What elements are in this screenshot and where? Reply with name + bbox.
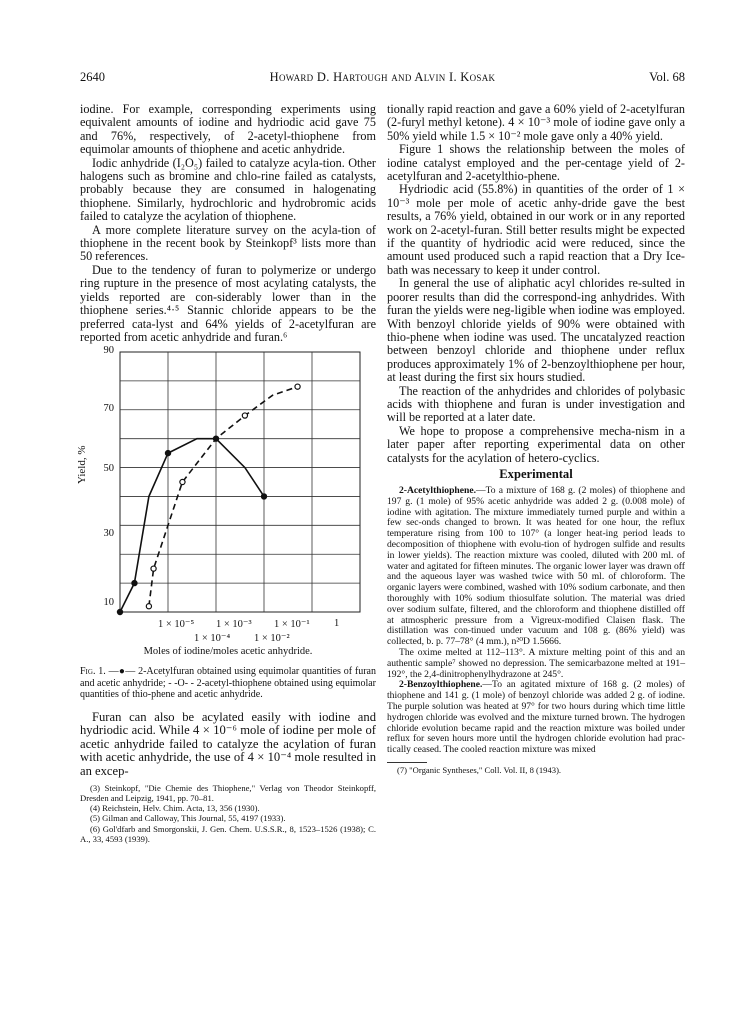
paragraph: Due to the tendency of furan to polymerize or undergo ring rupture in the presence of most acylating catalysts, the yields reported are con-siderably lower than in the thiophene series.⁴·⁵ Stannic chloride appears to be the preferred cata-lyst and 64% yields of 2-acetylfuran are reported from acetic anhydride and furan.⁶ [80, 262, 376, 344]
y-tick-label: 30 [103, 528, 114, 540]
paragraph: Iodic anhydride (I₂O₅) failed to catalyze acyla-tion. Other halogens such as bromine and chlo-rine failed as catalysts, probably because they are consumed in halogenating thiophene. Similarly, hydrochloric and hydrobromic acids failed to catalyze the acylation of thiophene. [80, 155, 376, 224]
yield-chart [80, 344, 376, 644]
data-point [132, 581, 137, 586]
compound-title: 2-Benzoylthiophene. [399, 679, 483, 691]
experimental-paragraph [387, 680, 685, 756]
footnote: (3) Steinkopf, "Die Chemie des Thiophene," Verlag von Theodor Steinkopff, Dresden and Leipzig, 1941, pp. 70–81. [80, 782, 376, 803]
paragraph: The reaction of the anhydrides and chlorides of polybasic acids with thiophene and furan is under investigation and will be reported at a later date. [387, 383, 685, 425]
paragraph: In general the use of aliphatic acyl chlorides re-sulted in poorer results than did the correspond-ing anhydrides. With furan the yields were neg-ligible when iodine was employed. With benzoyl chloride yields of 90% were obtained with thio-phene when iodine was used. The uncatalyzed reaction between benzoyl chloride and thiophene under reflux produces approximately 1% of 2-benzoylthiophene per hour, at least during the first six hours studied. [387, 276, 685, 385]
experimental-paragraph: The oxime melted at 112–113°. A mixture melting point of this and an authentic sample⁷ showed no depression. The semicarbazone melted at 191–192°, the 2,4-dinitrophenylhydrazone at 245°. [387, 646, 685, 680]
paragraph: Hydriodic acid (55.8%) in quantities of the order of 1 × 10⁻³ mole per mole of acetic anhy-dride gave the best results, a 76% yield, obtained in our work or in any reported work on 2-acetyl-furan. Still better results might be expected if the quantity of hydriodic acid were reduced, since the amount used produced such a rapid reaction that a Dry Ice-bath was necessary to keep it under control. [387, 182, 685, 277]
x-tick-label: 1 × 10⁻³ [216, 619, 252, 631]
procedure-text: —To a mixture of 168 g. (2 moles) of thiophene and 197 g. (1 mole) of 95% acetic anhydride was added 2 g. (0.008 mole) of iodine with agitation. The mixture immediately turned purple and within a few sec-onds changed to brown. It was heated for one hour, the reflux temperature rising from 100 to 107° (a longer heat-ing period leads to decomposition of thiophene with evolu-tion of hydrogen sulfide and results in lower yields). The reaction mixture was cooled, diluted with 200 ml. of water and agitated for fifteen minutes. The organic lower layer was drawn off and the aqueous layer was washed twice with 50 ml. of chloroform. The organic layers were combined, washed with 10% sodium carbonate, and then thoroughly with 10% sodium thiosulfate solution. The material was dried over sodium sulfate, filtered, and the chloroform and thiophene distilled off at atmospheric pressure from a Vigreux-modified Claisen flask. The distillation was con-tinued under vacuum and 108 g. (86% yield) was collected, b. p. 77–78° (4 mm.), n²⁰D 1.5666. [387, 484, 685, 648]
x-tick-label: 1 × 10⁻⁴ [194, 633, 231, 645]
x-tick-label: 1 [334, 618, 340, 630]
x-axis-label: Moles of iodine/moles acetic anhydride. [143, 646, 313, 658]
data-point [261, 494, 266, 499]
paragraph: A more complete literature survey on the acyla-tion of thiophene in the recent book by Steinkopf³ lists more than 50 references. [80, 222, 376, 264]
page-number: 2640 [80, 70, 105, 84]
y-tick-label: 50 [103, 463, 114, 475]
volume-number: Vol. 68 [649, 70, 685, 84]
paragraph: tionally rapid reaction and gave a 60% yield of 2-acetylfuran (2-furyl methyl ketone). 4 × 10⁻³ mole of iodine gave only a 50% yield while 1.5 × 10⁻² mole gave only a 40% yield. [387, 102, 685, 143]
compound-title: 2-Acetylthiophene. [399, 484, 477, 496]
footnote-rule [387, 762, 427, 763]
figure-caption [80, 666, 376, 700]
data-point [165, 451, 170, 456]
paragraph: Furan can also be acylated easily with iodine and hydriodic acid. While 4 × 10⁻⁶ mole of iodine per mole of acetic anhydride failed to catalyze the acylation of furan with acetic anhydride, the use of 4 × 10⁻⁴ mole resulted in an excep- [80, 709, 376, 778]
footnote: (5) Gilman and Calloway, This Journal, 55, 4197 (1933). [90, 813, 286, 824]
footnotes [80, 783, 376, 845]
data-point [117, 610, 122, 615]
data-point [146, 604, 151, 609]
paragraph: Figure 1 shows the relationship between the moles of iodine catalyst employed and the per-centage yield of 2-acetylfuran and 2-acetylthio-phene. [387, 142, 685, 184]
procedure-text: —To an agitated mixture of 168 g. (2 moles) of thiophene and 141 g. (1 mole) of benzoyl chloride was added 2 g. of iodine. The purple solution was heated at 97° for two hours during which time little hydrogen chloride was evolved and the mixture turned brown. The hydrogen chloride evolution became rapid and the reaction mixture was boiled under reflux for seven hours more until the hydrogen chloride evolution had prac-tically ceased. The cooled reaction mixture was mixed [387, 679, 685, 756]
footnote: (4) Reichstein, Helv. Chim. Acta, 13, 356 (1930). [90, 803, 260, 814]
paragraph: We hope to propose a comprehensive mecha-nism in a later paper after reporting experimental data on other catalysts for the acylation of hetero-cyclics. [387, 423, 685, 465]
y-tick-label: 70 [103, 403, 114, 415]
running-title: Howard D. Hartough and Alvin I. Kosak [269, 70, 496, 84]
experimental-heading: Experimental [499, 466, 573, 481]
page-header [80, 70, 685, 86]
data-point [295, 384, 300, 389]
paragraph: iodine. For example, corresponding experiments using equivalent amounts of iodine and hydriodic acid gave 75 and 76%, respectively, of 2-acetyl-thiophene from equimolar amounts of thiophene and acetic anhydride. [80, 102, 376, 157]
y-axis-label: Yield, % [76, 445, 88, 485]
figure-1 [76, 344, 376, 662]
figure-label: Fig. 1. [80, 666, 106, 678]
data-point [180, 480, 185, 485]
x-tick-label: 1 × 10⁻¹ [274, 619, 310, 631]
data-point [151, 566, 156, 571]
data-point [242, 413, 247, 418]
x-tick-label: 1 × 10⁻⁵ [158, 619, 195, 631]
footnote: (6) Gol'dfarb and Smorgonskii, J. Gen. Chem. U.S.S.R., 8, 1523–1526 (1938); C. A., 33, 4593 (1939). [80, 823, 376, 844]
left-column [76, 102, 376, 844]
y-tick-label: 90 [103, 345, 114, 357]
footnote: (7) "Organic Syntheses," Coll. Vol. II, 8 (1943). [397, 764, 562, 775]
x-tick-label: 1 × 10⁻² [254, 633, 290, 645]
caption-text: —●— 2-Acetylfuran obtained using equimolar quantities of furan and acetic anhydride; - -O- - 2-acetyl-thiophene obtained using equimolar quantities of thio-phene and acetic anhydride. [80, 666, 376, 701]
right-column [387, 103, 685, 775]
experimental-paragraph [387, 486, 685, 648]
y-tick-label: 10 [103, 597, 114, 609]
